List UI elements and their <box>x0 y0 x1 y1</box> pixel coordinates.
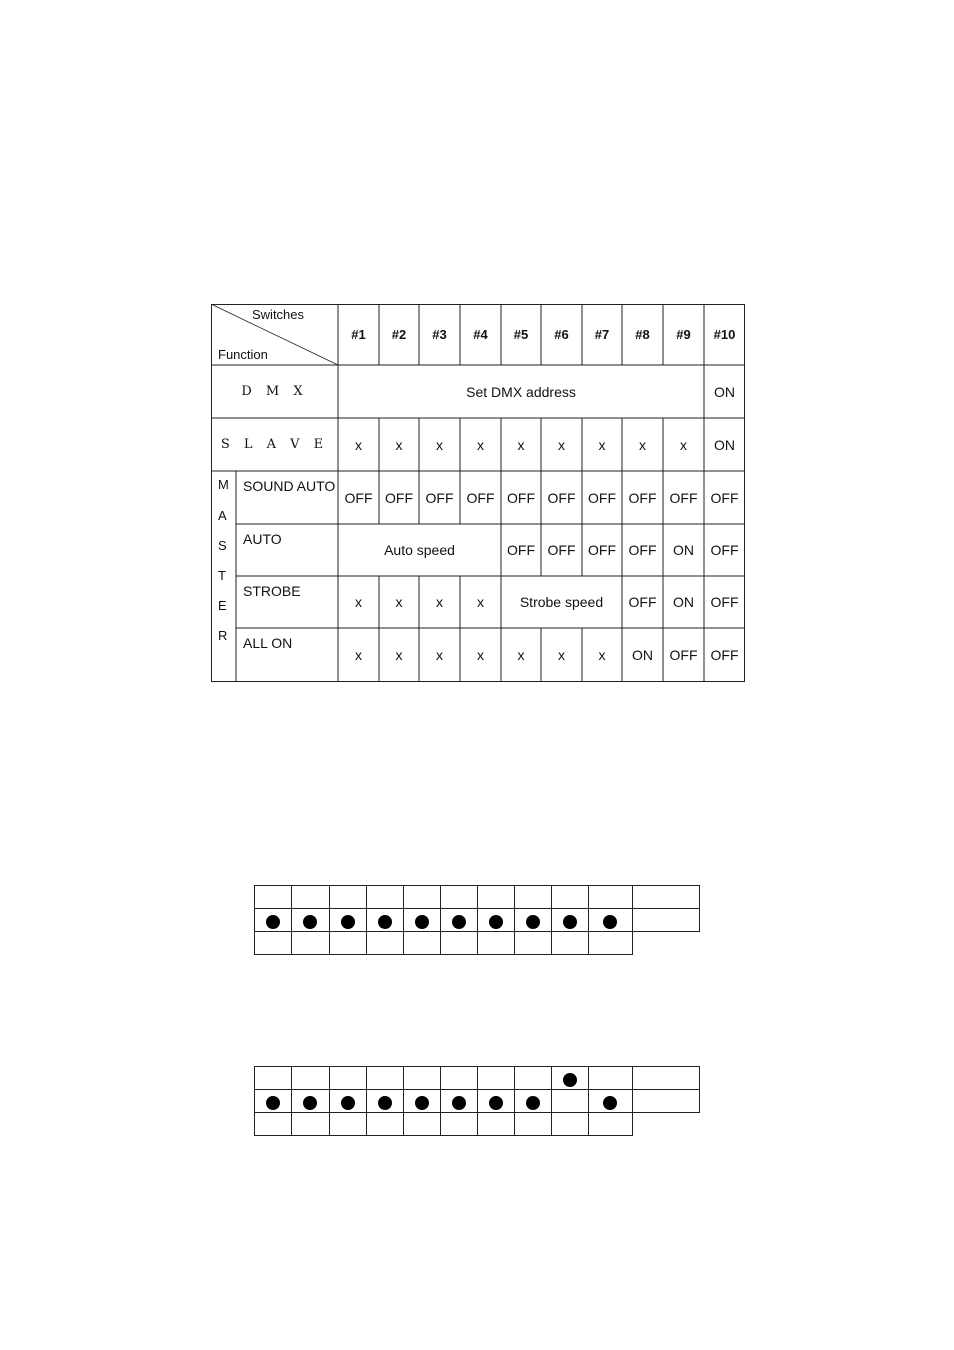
strobe-switch-2: x <box>395 594 403 610</box>
switch-header-10: #10 <box>713 327 736 342</box>
slave-row-label: S L A V E <box>220 437 329 452</box>
switch-grid-cell <box>551 1089 589 1113</box>
sound-auto-switch-1: OFF <box>344 489 373 506</box>
switch-grid-cell <box>588 885 633 909</box>
strobe-switch-9: ON <box>673 594 694 610</box>
strobe-speed-cell: Strobe speed <box>519 594 604 610</box>
switch-grid-cell <box>403 1112 441 1136</box>
sound-auto-switch-7: OFF <box>588 489 616 506</box>
switch-grid-extra-cell <box>632 1066 700 1090</box>
switch-position-dot-2 <box>303 915 317 929</box>
master-letter-s: S <box>218 538 227 553</box>
auto-switch-9: ON <box>673 542 694 558</box>
auto-switch-10: OFF <box>710 542 739 558</box>
sound-auto-switch-10: OFF <box>710 489 739 506</box>
sound-auto-switch-5: OFF <box>507 489 535 506</box>
all-on-switch-4: x <box>477 647 484 663</box>
switch-position-dot-8 <box>526 915 540 929</box>
switch-grid-cell <box>514 1066 552 1090</box>
switch-position-dot-9 <box>563 915 577 929</box>
sound-auto-switch-8: OFF <box>628 489 657 506</box>
switch-grid-extra-cell <box>632 1089 700 1113</box>
switch-position-dot-3 <box>341 915 355 929</box>
switch-header-5: #5 <box>513 327 529 342</box>
switch-position-dot-1 <box>266 1096 280 1110</box>
switch-grid-cell <box>588 1066 633 1090</box>
sound-auto-row-label: SOUND AUTO <box>243 478 336 494</box>
switch-grid-cell <box>514 885 552 909</box>
switch-position-dot-3 <box>341 1096 355 1110</box>
sound-auto-switch-9: OFF <box>669 489 698 506</box>
switch-grid-cell <box>514 1112 552 1136</box>
strobe-switch-3: x <box>436 594 443 610</box>
auto-switch-7: OFF <box>588 542 616 558</box>
corner-function-label: Function <box>218 347 268 362</box>
switch-grid-cell <box>588 931 633 955</box>
all-on-switch-2: x <box>395 647 403 663</box>
all-on-switch-3: x <box>436 647 443 663</box>
switch-grid-cell <box>291 931 330 955</box>
dip-switch-function-table <box>211 304 746 682</box>
slave-switch-4: x <box>477 436 484 453</box>
switch-grid-cell <box>551 1112 589 1136</box>
switch-position-dot-6 <box>452 915 466 929</box>
slave-switch-9: x <box>680 436 687 453</box>
switch-grid-cell <box>403 885 441 909</box>
switch-grid-cell <box>254 1112 292 1136</box>
switch-grid-cell <box>329 1066 367 1090</box>
all-on-switch-6: x <box>558 647 565 663</box>
slave-switch-6: x <box>558 436 565 453</box>
switch-grid-cell <box>551 885 589 909</box>
sound-auto-switch-6: OFF <box>547 489 576 506</box>
sound-auto-switch-2: OFF <box>385 489 413 506</box>
switch-grid-cell <box>440 1066 478 1090</box>
switch-grid-cell <box>403 1066 441 1090</box>
switch-grid-cell <box>477 1112 515 1136</box>
switch-header-4: #4 <box>473 327 488 342</box>
switch-header-7: #7 <box>594 327 610 342</box>
switch-grid-cell <box>366 1112 404 1136</box>
switch-grid-cell <box>477 931 515 955</box>
switch-position-dot-7 <box>489 915 503 929</box>
switch-grid-extra-cell <box>632 908 700 932</box>
master-letter-a: A <box>218 508 227 523</box>
auto-row-label: AUTO <box>243 531 282 547</box>
dmx-switch-10: ON <box>714 383 735 400</box>
switch-position-dot-10 <box>603 915 617 929</box>
switch-grid-cell <box>254 885 292 909</box>
switch-grid-cell <box>440 1112 478 1136</box>
slave-switch-5: x <box>517 436 525 453</box>
switch-grid-cell <box>254 931 292 955</box>
switch-position-dot-5 <box>415 915 429 929</box>
all-on-row-label: ALL ON <box>243 635 293 651</box>
all-on-switch-7: x <box>598 647 606 663</box>
switch-grid-cell <box>551 931 589 955</box>
dmx-row-label: D M X <box>241 384 308 399</box>
switch-grid-cell <box>291 1112 330 1136</box>
switch-header-3: #3 <box>432 327 447 342</box>
all-on-switch-5: x <box>517 647 525 663</box>
auto-switch-6: OFF <box>547 542 576 558</box>
all-on-switch-1: x <box>355 647 362 663</box>
switch-header-8: #8 <box>635 327 650 342</box>
switch-position-dot-1 <box>266 915 280 929</box>
auto-speed-cell: Auto speed <box>384 542 455 558</box>
slave-switch-7: x <box>598 436 606 453</box>
master-letter-e: E <box>218 598 227 613</box>
switch-position-dot-6 <box>452 1096 466 1110</box>
switch-position-dot-4 <box>378 1096 392 1110</box>
switch-position-dot-7 <box>489 1096 503 1110</box>
switch-grid-cell <box>254 1066 292 1090</box>
switch-grid-cell <box>366 931 404 955</box>
switch-grid-cell <box>477 885 515 909</box>
switch-position-dot-4 <box>378 915 392 929</box>
switch-header-9: #9 <box>676 327 691 342</box>
dip-switch-diagram-1 <box>254 885 700 955</box>
sound-auto-switch-3: OFF <box>425 489 454 506</box>
slave-switch-3: x <box>436 436 443 453</box>
switch-header-6: #6 <box>554 327 569 342</box>
strobe-switch-8: OFF <box>628 594 657 610</box>
dmx-set-address-cell: Set DMX address <box>466 383 576 400</box>
switch-grid-cell <box>291 885 330 909</box>
switch-grid-cell <box>366 1066 404 1090</box>
switch-position-dot-2 <box>303 1096 317 1110</box>
master-letter-m: M <box>218 477 229 492</box>
strobe-switch-10: OFF <box>710 594 739 610</box>
strobe-switch-4: x <box>477 594 484 610</box>
slave-switch-1: x <box>355 436 362 453</box>
auto-switch-8: OFF <box>628 542 657 558</box>
sound-auto-switch-4: OFF <box>466 489 495 506</box>
all-on-switch-9: OFF <box>669 647 698 663</box>
switch-grid-cell <box>291 1066 330 1090</box>
slave-switch-2: x <box>395 436 403 453</box>
switch-grid-cell <box>366 885 404 909</box>
switch-grid-cell <box>403 931 441 955</box>
master-letter-t: T <box>218 568 226 583</box>
switch-grid-cell <box>588 1112 633 1136</box>
slave-switch-10: ON <box>714 436 735 453</box>
auto-switch-5: OFF <box>507 542 535 558</box>
switch-grid-cell <box>477 1066 515 1090</box>
switch-position-dot-10 <box>603 1096 617 1110</box>
corner-switches-label: Switches <box>252 307 305 322</box>
switch-grid-extra-cell <box>632 885 700 909</box>
all-on-switch-10: OFF <box>710 647 739 663</box>
switch-grid-cell <box>440 885 478 909</box>
switch-header-1: #1 <box>351 327 366 342</box>
dip-switch-diagram-2 <box>254 1066 700 1136</box>
master-letter-r: R <box>218 628 228 643</box>
switch-header-2: #2 <box>391 327 407 342</box>
switch-grid-cell <box>329 1112 367 1136</box>
switch-position-dot-9 <box>563 1073 577 1087</box>
all-on-switch-8: ON <box>632 647 653 663</box>
switch-grid-cell <box>514 931 552 955</box>
slave-switch-8: x <box>639 436 646 453</box>
switch-grid-cell <box>329 885 367 909</box>
strobe-switch-1: x <box>355 594 362 610</box>
switch-position-dot-8 <box>526 1096 540 1110</box>
switch-grid-cell <box>440 931 478 955</box>
strobe-row-label: STROBE <box>243 583 301 599</box>
switch-grid-cell <box>329 931 367 955</box>
switch-position-dot-5 <box>415 1096 429 1110</box>
